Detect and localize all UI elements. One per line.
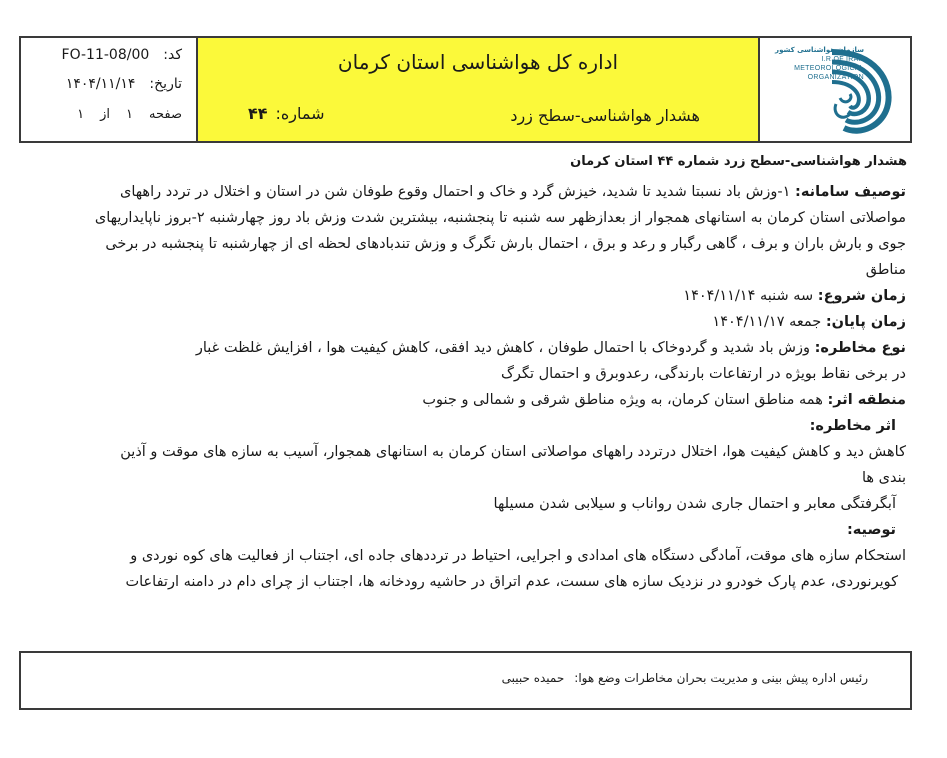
affected-area <box>20 387 906 413</box>
warning-number-value: ۴۴ <box>248 104 268 123</box>
advice <box>20 517 906 595</box>
logo-fa-name: سازمان هواشناسی کشور <box>775 46 864 54</box>
warning-level-title: هشدار هواشناسی-سطح زرد <box>510 106 700 125</box>
advice-label-line <box>20 517 906 543</box>
warning-body <box>20 153 906 595</box>
hazard-line-2: در برخی نقاط بویژه در ارتفاعات بارندگی، رعدوبرق و احتمال تگرگ <box>500 366 906 382</box>
date-value: ۱۴۰۴/۱۱/۱۴ <box>65 76 136 92</box>
page-label: صفحه <box>149 107 182 122</box>
advice-line-1: استحکام سازه های موقت، آمادگی دستگاه های امدادی و اجرایی، احتیاط در ترددهای جاده ای، اجتناب از فعالیت های کوه نوردی و <box>130 548 906 564</box>
impact-line-1: کاهش دید و کاهش کیفیت هوا، اختلال درتردد راههای مواصلاتی استان کرمان به استانهای همجوار، آسیب به سازه های موقت و آذین <box>120 444 906 460</box>
system-label: توصیف سامانه: <box>795 184 906 200</box>
start-time <box>20 283 906 309</box>
page-of: از <box>100 107 111 122</box>
start-label: زمان شروع: <box>817 288 906 304</box>
system-text-1: ۱-وزش باد نسبتا شدید تا شدید، خیزش گرد و خاک و احتمال وقوع طوفان شن در استان و اختلال در تردد راههای <box>119 184 791 200</box>
code-value: FO-11-08/00 <box>61 47 150 63</box>
system-line-4: مناطق <box>865 262 906 278</box>
signature-title: رئیس اداره پیش بینی و مدیریت بحران مخاطرات وضع هوا: <box>574 671 868 685</box>
page-row <box>29 107 182 122</box>
system-line-3: جوی و بارش باران و برف ، گاهی رگبار و رعد و برق ، احتمال بارش تگرگ و وزش تندبادهای لحظه ای از چهارشنبه تا پنجشبه در برخی <box>105 236 906 252</box>
code-label: کد: <box>163 47 182 63</box>
system-line-1 <box>20 179 906 205</box>
system-description <box>20 179 906 283</box>
hazard-type <box>20 335 906 387</box>
title-banner <box>198 38 760 141</box>
area-value: همه مناطق استان کرمان، به ویژه مناطق شرقی و شمالی و جنوب <box>422 392 823 408</box>
document-header <box>19 36 912 143</box>
hazard-type-label: نوع مخاطره: <box>814 340 906 356</box>
code-row <box>29 47 182 63</box>
impact-label: اثر مخاطره: <box>809 418 896 434</box>
signature <box>502 671 868 685</box>
page-current: ۱ <box>126 107 134 122</box>
impact-line-3: آبگرفتگی معابر و احتمال جاری شدن رواناب و سیلابی شدن مسیلها <box>493 496 896 512</box>
system-line-2: مواصلاتی استان کرمان به استانهای همجوار از بعدازظهر سه شنبه تا پنجشنبه، بیشترین شدت وزش باد روز چهارشنبه ۲-بروز ناپایداریهای <box>94 210 906 226</box>
logo-line1: I.R.OF IRAN <box>821 56 864 63</box>
logo-line2: METEOROLOGICAL <box>794 65 864 72</box>
logo-cell <box>760 38 910 141</box>
hazard-line-1 <box>20 335 906 361</box>
impact-label-line <box>20 413 906 439</box>
signature-box <box>19 651 912 710</box>
impact-line-2: بندی ها <box>861 470 906 486</box>
area-label: منطقه اثر: <box>827 392 906 408</box>
end-value: جمعه ۱۴۰۴/۱۱/۱۷ <box>712 314 822 330</box>
page-total: ۱ <box>77 107 85 122</box>
end-time <box>20 309 906 335</box>
logo-line3: ORGANIZATION <box>807 74 864 81</box>
hazard-impact <box>20 413 906 517</box>
date-row <box>29 76 182 92</box>
meteorological-logo-icon <box>826 42 896 138</box>
end-label: زمان پایان: <box>825 314 906 330</box>
start-value: سه شنبه ۱۴۰۴/۱۱/۱۴ <box>683 288 814 304</box>
org-title: اداره کل هواشناسی استان کرمان <box>337 50 619 74</box>
hazard-text-1: وزش باد شدید و گردوخاک با احتمال طوفان ، کاهش دید افقی، کاهش کیفیت هوا ، افزایش غلظت غبار <box>195 340 810 356</box>
warning-number-label: شماره: <box>275 104 325 123</box>
signature-name: حمیده حبیبی <box>501 671 565 685</box>
advice-label: توصیه: <box>846 522 896 538</box>
document-meta <box>21 38 198 141</box>
document-heading: هشدار هواشناسی-سطح زرد شماره ۴۴ استان کرمان <box>570 154 907 169</box>
date-label: تاریخ: <box>149 76 182 92</box>
advice-line-2: کویرنوردی، عدم پارک خودرو در نزدیک سازه های سست، عدم اتراق در حاشیه رودخانه ها، اجتناب از چرای دام در دامنه ارتفاعات <box>125 574 898 590</box>
warning-number <box>248 104 325 123</box>
